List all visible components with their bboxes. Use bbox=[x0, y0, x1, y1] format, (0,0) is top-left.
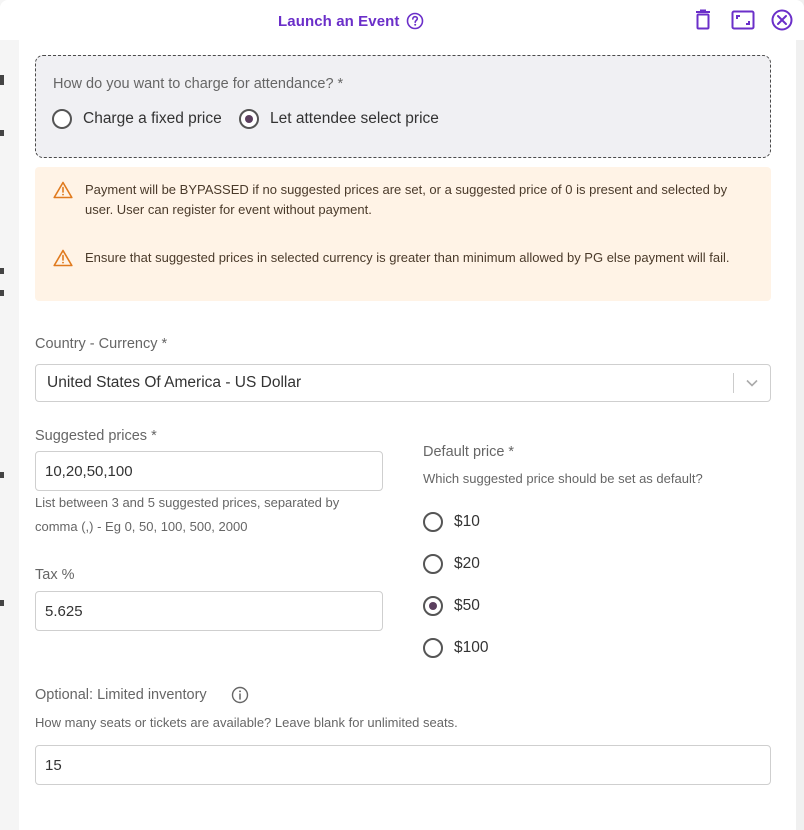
radio-button[interactable] bbox=[423, 638, 443, 658]
charge-type-group bbox=[35, 55, 771, 158]
suggested-prices-input[interactable] bbox=[35, 451, 383, 491]
currency-select-value: United States Of America - US Dollar bbox=[47, 374, 302, 391]
modal-title: Launch an Event bbox=[278, 12, 400, 30]
radio-default-price-10[interactable] bbox=[423, 512, 480, 532]
radio-button[interactable] bbox=[52, 109, 72, 129]
suggested-prices-label: Suggested prices * bbox=[35, 428, 157, 444]
modal-title-group bbox=[278, 10, 424, 32]
modal-body bbox=[19, 40, 796, 830]
currency-label: Country - Currency * bbox=[35, 336, 168, 352]
charge-type-label: How do you want to charge for attendance? * bbox=[53, 76, 344, 92]
radio-button[interactable] bbox=[423, 554, 443, 574]
tax-label: Tax % bbox=[35, 567, 75, 583]
chevron-down-icon[interactable] bbox=[744, 375, 760, 396]
default-price-label: Default price * bbox=[423, 444, 515, 460]
warning-icon bbox=[53, 181, 73, 204]
radio-label: Charge a fixed price bbox=[83, 110, 222, 127]
radio-label: $10 bbox=[454, 513, 480, 530]
warning-alert bbox=[35, 167, 771, 301]
inventory-help: How many seats or tickets are available? Leave blank for unlimited seats. bbox=[35, 715, 458, 730]
radio-attendee-select-price[interactable] bbox=[239, 109, 439, 129]
radio-label: $100 bbox=[454, 639, 489, 656]
modal-header bbox=[0, 0, 804, 40]
maximize-icon[interactable] bbox=[731, 9, 755, 31]
info-icon[interactable] bbox=[231, 686, 249, 709]
default-price-help: Which suggested price should be set as default? bbox=[423, 471, 703, 486]
radio-default-price-20[interactable] bbox=[423, 554, 480, 574]
trash-icon[interactable] bbox=[694, 9, 712, 31]
close-circle-icon[interactable] bbox=[771, 9, 793, 31]
radio-button-checked[interactable] bbox=[239, 109, 259, 129]
alert-text: Ensure that suggested prices in selected currency is greater than minimum allowed by PG else payment will fail. bbox=[85, 250, 730, 265]
help-circle-icon[interactable] bbox=[406, 12, 424, 30]
currency-select[interactable] bbox=[35, 364, 771, 402]
select-separator bbox=[733, 373, 734, 393]
radio-label: Let attendee select price bbox=[270, 110, 439, 127]
warning-icon bbox=[53, 249, 73, 272]
inventory-label: Optional: Limited inventory bbox=[35, 687, 207, 703]
radio-label: $20 bbox=[454, 555, 480, 572]
radio-button-checked[interactable] bbox=[423, 596, 443, 616]
radio-label: $50 bbox=[454, 597, 480, 614]
suggested-prices-help: List between 3 and 5 suggested prices, separated by comma (,) - Eg 0, 50, 100, 500, 2000 bbox=[35, 495, 340, 534]
radio-fixed-price[interactable] bbox=[52, 109, 222, 129]
alert-text: Payment will be BYPASSED if no suggested prices are set, or a suggested price of 0 is present and selected by user. User can register for event without payment. bbox=[85, 182, 728, 217]
radio-button[interactable] bbox=[423, 512, 443, 532]
radio-default-price-100[interactable] bbox=[423, 638, 488, 658]
inventory-input[interactable] bbox=[35, 745, 771, 785]
radio-default-price-50[interactable] bbox=[423, 596, 480, 616]
tax-input[interactable] bbox=[35, 591, 383, 631]
